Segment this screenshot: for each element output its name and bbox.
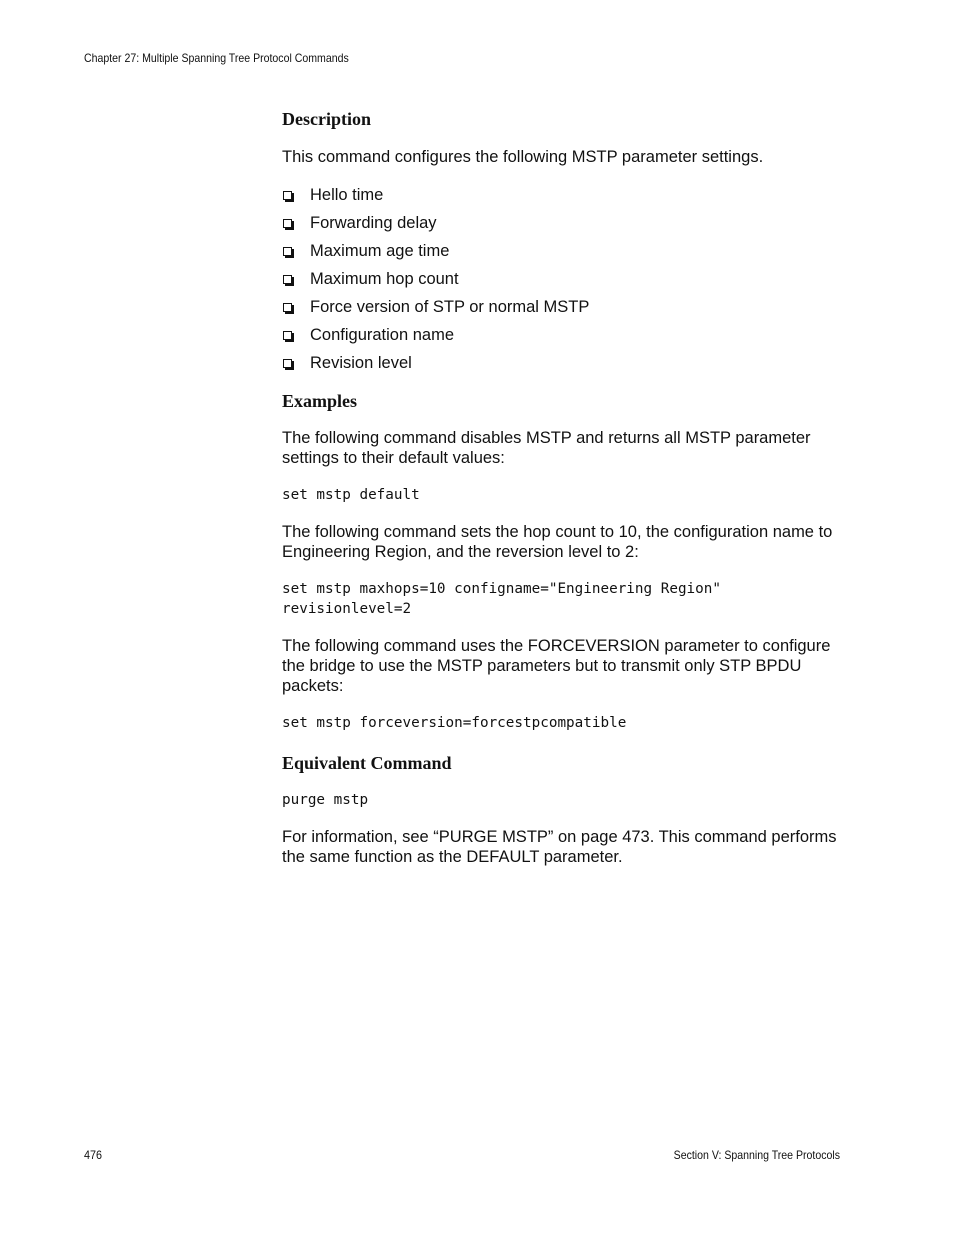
examples-heading: Examples xyxy=(282,391,358,411)
running-header: Chapter 27: Multiple Spanning Tree Protocol Commands xyxy=(84,51,349,65)
checkbox-bullet-icon xyxy=(283,359,292,368)
equivalent-command-text: For information, see “PURGE MSTP” on page 473. This command performs the same function as the DEFAULT parameter. xyxy=(282,828,837,866)
example-1-code: set mstp default xyxy=(282,487,420,503)
equivalent-command-heading: Equivalent Command xyxy=(282,753,452,773)
example-2-text: The following command sets the hop count to 10, the configuration name to Engineering Region, and the reversion level to 2: xyxy=(282,523,833,561)
description-intro: This command configures the following MSTP parameter settings. xyxy=(282,148,764,166)
description-heading: Description xyxy=(282,109,371,129)
checkbox-bullet-icon xyxy=(283,275,292,284)
list-item: Maximum age time xyxy=(282,241,847,269)
list-item: Maximum hop count xyxy=(282,269,847,297)
list-item: Hello time xyxy=(282,185,847,213)
checkbox-bullet-icon xyxy=(283,331,292,340)
parameter-list xyxy=(282,185,847,381)
checkbox-bullet-icon xyxy=(283,303,292,312)
page-number: 476 xyxy=(84,1148,103,1162)
list-item: Configuration name xyxy=(282,325,847,353)
checkbox-bullet-icon xyxy=(283,191,292,200)
list-item: Revision level xyxy=(282,353,847,381)
example-3-text: The following command uses the FORCEVERSION parameter to configure the bridge to use the MSTP parameters but to transmit only STP BPDU packets: xyxy=(282,637,831,695)
section-footer: Section V: Spanning Tree Protocols xyxy=(673,1148,840,1162)
page-content xyxy=(282,108,847,867)
checkbox-bullet-icon xyxy=(283,219,292,228)
checkbox-bullet-icon xyxy=(283,247,292,256)
example-1-text: The following command disables MSTP and returns all MSTP parameter settings to their default values: xyxy=(282,429,811,467)
list-item: Force version of STP or normal MSTP xyxy=(282,297,847,325)
list-item: Forwarding delay xyxy=(282,213,847,241)
example-3-code: set mstp forceversion=forcestpcompatible xyxy=(282,715,627,731)
example-2-code-line-2: revisionlevel=2 xyxy=(282,601,412,617)
equivalent-command-code: purge mstp xyxy=(282,792,369,808)
example-2-code-line-1: set mstp maxhops=10 configname="Engineering Region" xyxy=(282,581,721,597)
